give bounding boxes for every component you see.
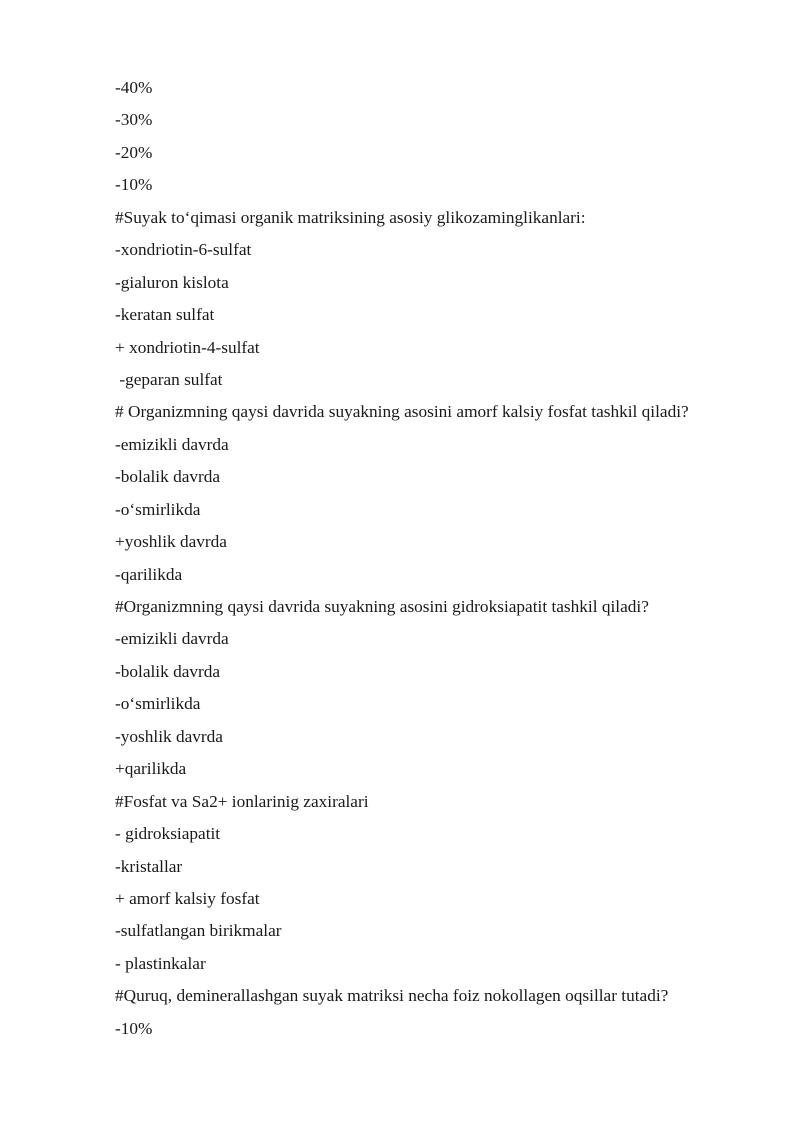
question: #Organizmning qaysi davrida suyakning asosini gidroksiapatit tashkil qiladi?: [115, 597, 649, 616]
answer-option: -geparan sulfat: [115, 369, 223, 389]
correct-answer-option: + xondriotin-4-sulfat: [115, 337, 260, 357]
answer-option: -10%: [115, 1018, 153, 1038]
answer-option: -bolalik davrda: [115, 467, 221, 487]
document-text: [115, 72, 775, 1045]
answer-option: -qarilikda: [115, 564, 183, 584]
question: #Suyak to‘qimasi organik matriksining asosiy glikozaminglikanlari:: [115, 207, 586, 227]
answer-option: -xondriotin-6-sulfat: [115, 240, 252, 260]
question: #Quruq, deminerallashgan suyak matriksi necha foiz nokollagen oqsillar tutadi?: [115, 986, 669, 1006]
answer-option: - plastinkalar: [115, 953, 206, 973]
answer-option: -30%: [115, 110, 153, 130]
answer-option: -gialuron kislota: [115, 272, 229, 292]
correct-answer-option: + amorf kalsiy fosfat: [115, 888, 260, 908]
correct-answer-option: +qarilikda: [115, 759, 187, 779]
correct-answer-option: +yoshlik davrda: [115, 532, 227, 552]
answer-option: -bolalik davrda: [115, 661, 221, 681]
answer-option: -emizikli davrda: [115, 629, 229, 649]
answer-option: -emizikli davrda: [115, 434, 229, 454]
question: # Organizmning qaysi davrida suyakning asosini amorf kalsiy fosfat tashkil qiladi?: [115, 402, 689, 422]
answer-option: -sulfatlangan birikmalar: [115, 921, 282, 941]
answer-option: -kristallar: [115, 856, 183, 876]
answer-option: -yoshlik davrda: [115, 726, 223, 746]
answer-option: -40%: [115, 78, 153, 97]
question: #Fosfat va Sa2+ ionlarinig zaxiralari: [115, 791, 369, 811]
answer-option: -keratan sulfat: [115, 305, 215, 325]
answer-option: -o‘smirlikda: [115, 694, 201, 714]
answer-option: -o‘smirlikda: [115, 499, 201, 519]
answer-option: -10%: [115, 175, 153, 195]
answer-option: - gidroksiapatit: [115, 824, 221, 844]
answer-option: -20%: [115, 142, 153, 162]
